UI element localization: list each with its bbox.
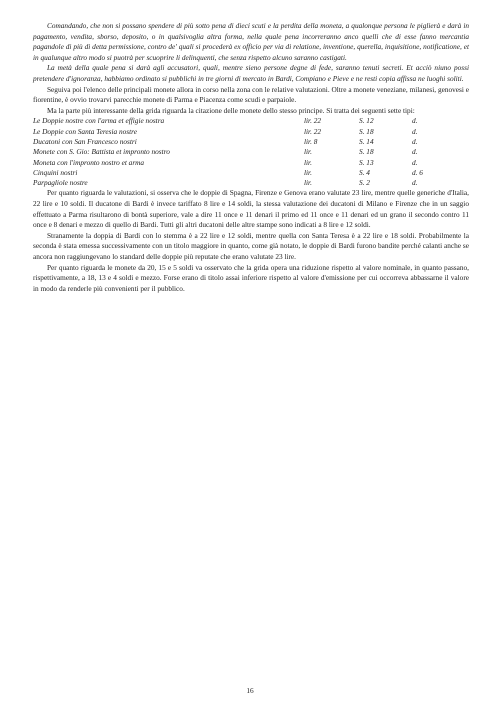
- coin-name: Monete con S. Gio: Battista et impronto nostro: [33, 147, 170, 157]
- coin-name: Ducatoni con San Francesco nostri: [33, 136, 137, 146]
- coin-denari: d. 6: [412, 167, 423, 177]
- table-row: [33, 158, 469, 168]
- coin-lire: lir.: [304, 147, 312, 157]
- coin-denari: d.: [412, 157, 418, 167]
- body-paragraph-valuations: Per quanto riguarda le valutazioni, si osserva che le doppie di Spagna, Firenze e Genova erano valutate 23 lire, mentre quelle generiche d'Italia, 22 lire e 10 soldi. Il ducatone di Bardi è invece tariffato 8 lire e 14 soldi, la stessa valutazione dei ducatoni di Milano e Firenze che in un saggio effettuato a Parma risultarono di bontà superiore, vale a dire 11 once e 11 denari il primo ed 11 once e 11 denari ed un grano il secondo contro 11 once e 8 denari e mezzo di quello di Bardi. Tutti gli altri ducatoni delle altre stampe sono indicati a 8 lire e 12 soldi.: [33, 188, 469, 230]
- coin-soldi: S. 13: [359, 157, 374, 167]
- coin-soldi: S. 4: [359, 167, 370, 177]
- coin-lire: lir. 8: [304, 136, 318, 146]
- coin-lire: lir.: [304, 178, 312, 188]
- decree-paragraph-1: Comandando, che non si possano spendere di più sotto pena di dieci scuti e la perdita della moneta, a qualonque persona le piglierà e darà in pagamento, vendita, sborso, deposito, o in qualsivoglia altra forma, nella quale pena incorreranno anco quelli che di esse fanno mercantia pagandole di più di detta permissione, contro de' quali si procederà ex officio per via di relatione, inventione, querella, inquisitione, notificatione, et in qualunque altro modo si puotrà per scuoprire li delinquenti, che senza rispetto alcuno saranno castigati.: [33, 21, 469, 62]
- coin-denari: d.: [412, 136, 418, 146]
- coin-soldi: S. 18: [359, 126, 374, 136]
- coin-lire: lir.: [304, 157, 312, 167]
- table-row: [33, 147, 469, 157]
- coin-name: Parpagliole nostre: [33, 178, 88, 188]
- decree-paragraph-2: La metà della quale pena si darà agli accusatori, quali, mentre sieno persone degne di fede, saranno tenuti secreti. Et acciò niuno possi pretendere d'ignoranza, habbiamo ordinato si pubblichi in tre giorni di mercato in Bardi, Compiano e Pieve e ne resti copia affissa ne luoghi soliti.: [33, 63, 469, 83]
- table-row: [33, 178, 469, 188]
- body-paragraph-bardi-doppia: Stranamente la doppia di Bardi con lo stemma è a 22 lire e 12 soldi, mentre quella con Santa Teresa è a 22 lire e 18 soldi. Probabilmente la seconda è stata emessa successivamente con un titolo maggiore in quanto, come già notato, le doppie di Bardi furono bandite perché calanti anche se ancora non raggiungevano lo standard delle doppie più reputate che erano valutate 23 lire.: [33, 230, 469, 261]
- coin-soldi: S. 2: [359, 178, 370, 188]
- coin-lire: lir.: [304, 167, 312, 177]
- table-row: [33, 137, 469, 147]
- coin-denari: d.: [412, 147, 418, 157]
- coin-lire: lir. 22: [304, 116, 322, 126]
- body-paragraph-seven-types: Ma la parte più interessante della grida riguarda la citazione delle monete dello stesso principe. Si tratta dei seguenti sette tipi:: [47, 105, 415, 115]
- coin-soldi: S. 12: [359, 116, 374, 126]
- table-row: [33, 168, 469, 178]
- coin-soldi: S. 18: [359, 147, 374, 157]
- coin-name: Le Doppie nostre con l'arma et effigie nostra: [33, 116, 165, 126]
- coin-valuation-table: [33, 116, 469, 188]
- coin-name: Moneta con l'impronto nostro et arma: [33, 157, 145, 167]
- coin-lire: lir. 22: [304, 126, 322, 136]
- coin-denari: d.: [412, 126, 418, 136]
- body-paragraph-soldi-coins: Per quanto riguarda le monete da 20, 15 e 5 soldi va osservato che la grida opera una riduzione rispetto al valore nominale, in quanto passano, rispettivamente, a 18, 13 e 4 soldi e mezzo. Forse erano di titolo assai inferiore rispetto al valore d'emissione per cui occorreva abbassarne il valore in modo da renderle più convenienti per il pubblico.: [33, 262, 469, 293]
- coin-denari: d.: [412, 116, 418, 126]
- table-row: [33, 127, 469, 137]
- coin-soldi: S. 14: [359, 136, 374, 146]
- page-number: 16: [246, 686, 254, 695]
- coin-name: Le Doppie con Santa Teresia nostre: [33, 126, 137, 136]
- coin-name: Cinquini nostri: [33, 167, 78, 177]
- body-paragraph-coin-list-intro: Seguiva poi l'elenco delle principali monete allora in corso nella zona con le relative valutazioni. Oltre a monete veneziane, milanesi, genovesi e fiorentine, è ovvio trovarvi parecchie monete di Parma e Piacenza come scudi e parpaiole.: [33, 84, 469, 105]
- table-row: [33, 116, 469, 126]
- coin-denari: d.: [412, 178, 418, 188]
- page-body: [33, 21, 469, 294]
